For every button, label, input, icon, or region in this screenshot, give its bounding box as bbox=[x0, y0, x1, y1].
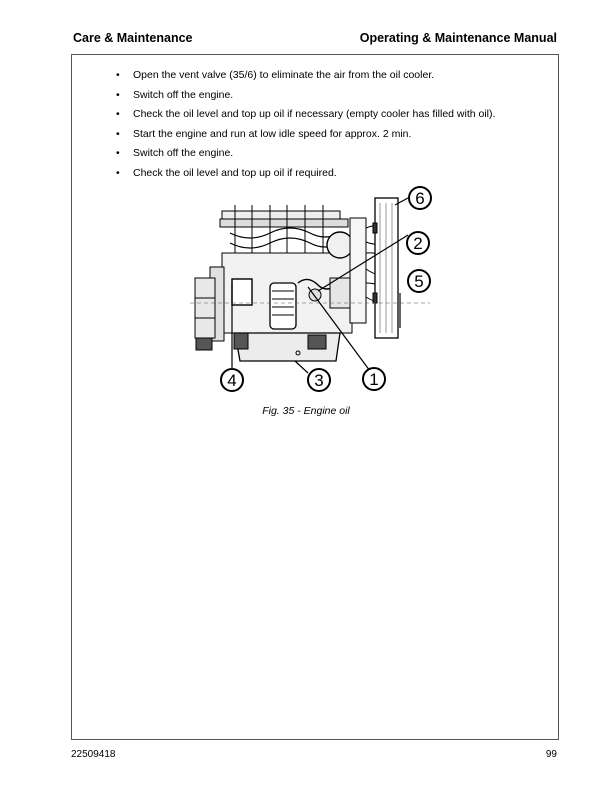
callout-3 bbox=[308, 369, 330, 391]
document-number: 22509418 bbox=[71, 749, 116, 760]
header-manual-title: Operating & Maintenance Manual bbox=[359, 31, 557, 45]
step-text: Start the engine and run at low idle speed for approx. 2 min. bbox=[133, 127, 412, 140]
step-text: Switch off the engine. bbox=[133, 147, 234, 160]
callout-4-label: 4 bbox=[227, 371, 237, 390]
callout-1 bbox=[363, 368, 385, 390]
figure-caption: Fig. 35 - Engine oil bbox=[262, 405, 350, 417]
bullet-icon: • bbox=[116, 147, 120, 160]
callout-5-label: 5 bbox=[414, 272, 424, 291]
list-item bbox=[115, 107, 495, 127]
instruction-list bbox=[115, 68, 495, 186]
callout-6 bbox=[409, 187, 431, 209]
bullet-icon: • bbox=[116, 166, 120, 179]
step-text: Switch off the engine. bbox=[133, 88, 234, 101]
step-text: Open the vent valve (35/6) to eliminate the air from the oil cooler. bbox=[133, 69, 435, 81]
list-item bbox=[115, 88, 495, 108]
callout-3-label: 3 bbox=[314, 371, 324, 390]
callout-2-label: 2 bbox=[413, 234, 423, 253]
callout-2 bbox=[407, 232, 429, 254]
page-number: 99 bbox=[545, 749, 557, 760]
callout-6-label: 6 bbox=[415, 189, 425, 208]
callout-4 bbox=[221, 369, 243, 391]
engine-oil-figure bbox=[190, 183, 440, 396]
list-item bbox=[115, 127, 495, 147]
bullet-icon: • bbox=[116, 88, 120, 101]
engine-illustration bbox=[190, 198, 430, 361]
bullet-icon: • bbox=[116, 108, 120, 121]
list-item bbox=[115, 68, 495, 88]
step-text: Check the oil level and top up oil if required. bbox=[133, 166, 337, 179]
step-text: Check the oil level and top up oil if necessary (empty cooler has filled with oil). bbox=[133, 108, 496, 121]
list-item bbox=[115, 146, 495, 166]
header-section-title: Care & Maintenance bbox=[73, 31, 193, 45]
bullet-icon: • bbox=[116, 69, 120, 81]
callout-5 bbox=[408, 270, 430, 292]
callout-1-label: 1 bbox=[369, 370, 379, 389]
bullet-icon: • bbox=[116, 127, 120, 140]
